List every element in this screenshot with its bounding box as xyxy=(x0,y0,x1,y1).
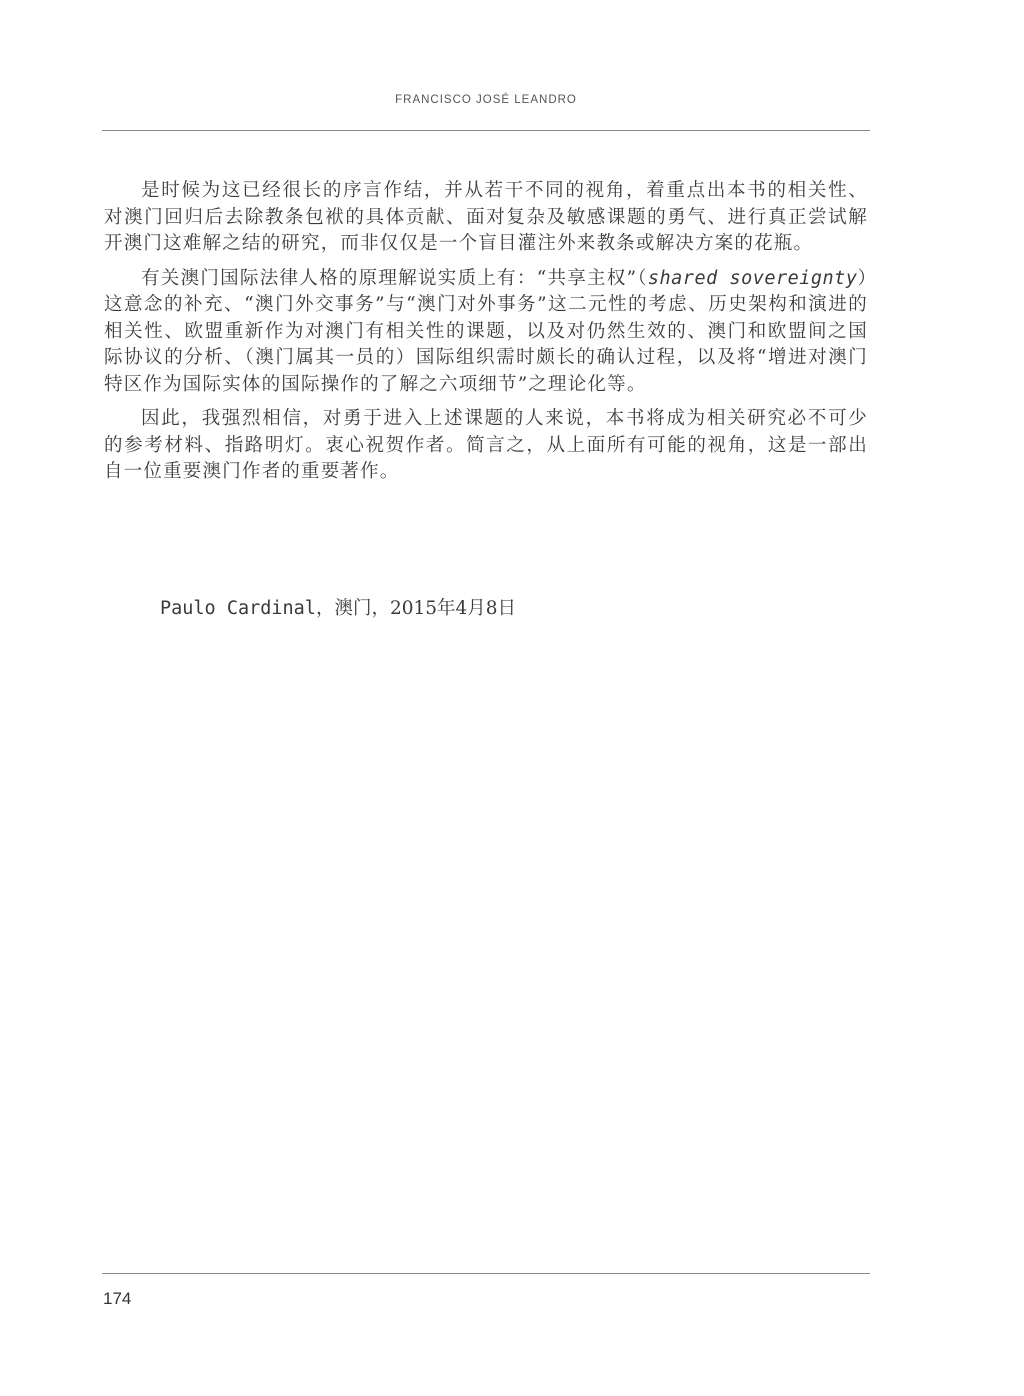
signature xyxy=(160,596,516,622)
running-header-author: FRANCISCO JOSÉ LEANDRO xyxy=(395,94,577,106)
signature-name: Paulo Cardinal xyxy=(160,598,316,619)
paragraph-2-latin-term: shared sovereignty xyxy=(647,267,858,289)
body-text xyxy=(104,178,868,494)
paragraph-3: 因此，我强烈相信，对勇于进入上述课题的人来说，本书将成为相关研究必不可少的参考材料、指路明灯。衷心祝贺作者。简言之，从上面所有可能的视角，这是一部出自一位重要澳门作者的重要著作。 xyxy=(104,408,868,482)
paragraph-1: 是时候为这已经很长的序言作结，并从若干不同的视角，着重点出本书的相关性、对澳门回归后去除教条包袱的具体贡献、面对复杂及敏感课题的勇气、进行真正尝试解开澳门这难解之结的研究，而非仅仅是一个盲目灌注外来教条或解决方案的花瓶。 xyxy=(104,180,868,254)
paragraph-2-part-a: 有关澳门国际法律人格的原理解说实质上有：“共享主权”（ xyxy=(141,267,648,289)
signature-place-date: ，澳门，2015年4月8日 xyxy=(315,598,517,619)
footer-rule xyxy=(102,1273,870,1274)
header-rule xyxy=(102,130,870,131)
paragraph-2 xyxy=(104,266,868,399)
page-number: 174 xyxy=(103,1289,132,1308)
paragraph-2-part-b: ）这意念的补充、“澳门外交事务”与“澳门对外事务”这二元性的考虑、历史架构和演进的相关性、欧盟重新作为对澳门有相关性的课题，以及对仍然生效的、澳门和欧盟间之国际协议的分析、（澳门属其一员的）国际组织需时颇长的确认过程，以及将“增进对澳门特区作为国际实体的国际操作的了解之六项细节”之理论化等。 xyxy=(104,267,869,395)
